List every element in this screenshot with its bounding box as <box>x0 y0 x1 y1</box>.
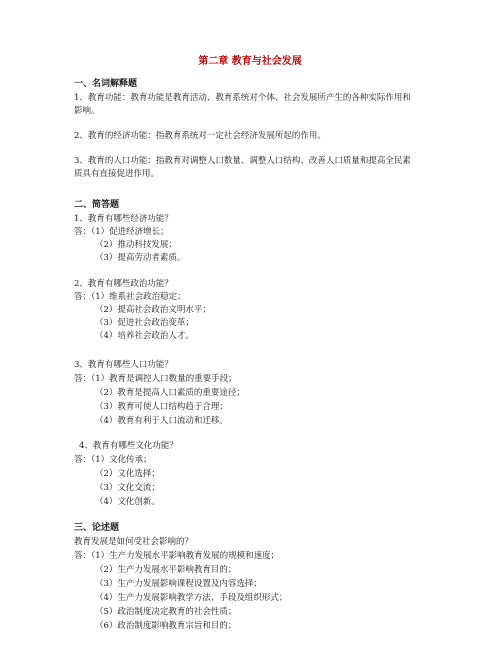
essay-question: 教育发展是如何受社会影响的？ <box>74 537 194 547</box>
question-1: 1、教育有哪些经济功能？ <box>74 214 173 224</box>
answer-line: （3）教育可使人口结构趋于合理； <box>95 402 228 412</box>
answer-line: （3）文化交流； <box>95 483 160 493</box>
answer-line: （3）生产力发展影响课程设置及内容选择； <box>95 579 262 589</box>
answer-line: （4）生产力发展影响教学方法、手段及组织形式； <box>95 593 288 603</box>
answer-line: （2）提高社会政治文明水平； <box>95 305 211 315</box>
definition-3-line-2: 质具有直接促进作用。 <box>74 169 160 179</box>
answer-line: （2）文化选择； <box>95 469 160 479</box>
chapter-title: 第二章 教育与社会发展 <box>198 56 302 67</box>
definition-2: 2、教育的经济功能：指教育系统对一定社会经济发展所起的作用。 <box>74 131 326 141</box>
answer-line: （4）教育有利于人口流动和迁移。 <box>95 416 228 426</box>
answer-line: （2）推动科技发展； <box>95 240 177 250</box>
answer-line: （2）生产力发展水平影响教育目的； <box>95 565 237 575</box>
definition-1-line-2: 影响。 <box>74 106 100 116</box>
answer-line: （3）提高劳动者素质。 <box>95 253 186 263</box>
definition-3-line-1: 3、教育的人口功能：指教育对调整人口数量、调整人口结构、改善人口质量和提高全民素 <box>74 156 411 166</box>
answer-line: 答：（1）生产力发展水平影响教育发展的规模和速度； <box>74 551 280 561</box>
answer-line: 答：（1）维系社会政治稳定； <box>74 292 186 302</box>
answer-line: （5）政治制度决定教育的社会性质； <box>95 607 237 617</box>
question-4: 4、教育有哪些文化功能？ <box>79 441 178 451</box>
definition-1-line-1: 1、教育功能：教育功能是教育活动、教育系统对个体、社会发展所产生的各种实际作用和 <box>74 93 411 103</box>
answer-line: 答：（1）文化传承； <box>74 455 152 465</box>
section-heading-essay: 三、论述题 <box>74 523 120 533</box>
answer-line: 答：（1）促进经济增长； <box>74 227 169 237</box>
answer-line: （6）政治制度影响教育宗旨和目的； <box>95 621 237 631</box>
answer-line: （4）培养社会政治人才。 <box>95 331 194 341</box>
answer-line: （4）文化创新。 <box>95 497 160 507</box>
section-heading-short-answer: 二、简答题 <box>74 200 120 210</box>
question-3: 3、教育有哪些人口功能？ <box>74 360 173 370</box>
question-2: 2、教育有哪些政治功能？ <box>74 279 173 289</box>
answer-line: 答：（1）教育是调控人口数量的重要手段； <box>74 374 237 384</box>
answer-line: （2）教育是提高人口素质的重要途径； <box>95 388 245 398</box>
answer-line: （3）促进社会政治变革； <box>95 318 194 328</box>
section-heading-definitions: 一、名词解释题 <box>74 79 138 89</box>
